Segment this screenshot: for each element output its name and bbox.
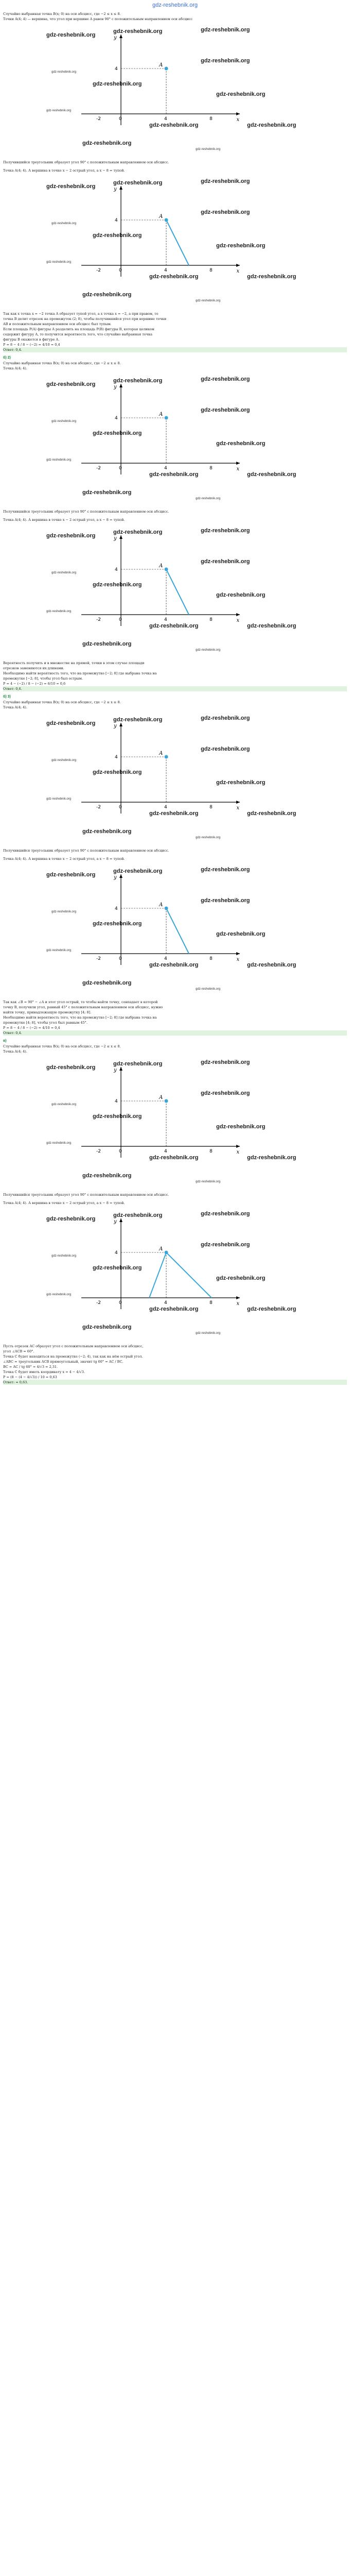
y-axis-arrow xyxy=(119,1218,122,1222)
watermark: gdz-reshebnik.org xyxy=(93,769,142,775)
y-axis-arrow xyxy=(119,874,122,878)
point-a xyxy=(165,67,168,71)
text-line: промежутке [−2; 8], чтобы угол был острым. xyxy=(3,676,83,681)
y-axis-label: y xyxy=(114,384,117,390)
text-line: промежутке [4; 8], чтобы угол был равным 45°. xyxy=(3,1021,87,1025)
text-line: Точки A(4; 4) — вершина, что угол при вершине A равен 90° с положительным направлением оси абсцисс xyxy=(3,17,193,21)
watermark: gdz-reshebnik.org xyxy=(93,1265,142,1271)
watermark: gdz-reshebnik.org xyxy=(113,529,163,535)
watermark: gdz-reshebnik.org xyxy=(46,261,72,264)
point-a-label: A xyxy=(159,214,163,219)
watermark: gdz-reshebnik.org xyxy=(201,715,250,721)
x-tick-label: 0 xyxy=(119,617,122,622)
watermark: gdz-reshebnik.org xyxy=(196,649,221,652)
x-axis-label: x xyxy=(236,618,240,623)
point-a xyxy=(165,1099,168,1103)
x-axis-label: x xyxy=(236,268,240,274)
y-tick-label: 4 xyxy=(115,567,118,572)
y-tick-label: 4 xyxy=(115,416,118,421)
watermark: gdz-reshebnik.org xyxy=(46,533,96,539)
text-line: угол ∠ACB = 60°. xyxy=(3,1349,34,1353)
text-line: P = 8 − 4 / 8 − (−2) = 4/10 = 0,4 xyxy=(3,343,60,347)
watermark: gdz-reshebnik.org xyxy=(201,867,250,873)
watermark: gdz-reshebnik.org xyxy=(247,122,296,128)
x-tick-label: -2 xyxy=(96,805,101,810)
watermark: gdz-reshebnik.org xyxy=(196,1332,221,1335)
y-tick-label: 4 xyxy=(115,906,118,911)
watermark: gdz-reshebnik.org xyxy=(51,1255,77,1258)
text-line: точку B, получили угол, равный 45° с положительным направлением оси абсцисс, нужно xyxy=(3,1005,163,1009)
text-line: Необходимо найти вероятность того, что на промежутке [−2; 8] где выбрана точка на xyxy=(3,671,157,675)
watermark: gdz-reshebnik.org xyxy=(216,243,266,249)
watermark: gdz-reshebnik.org xyxy=(113,378,163,384)
x-tick-label: 8 xyxy=(209,805,213,810)
watermark: gdz-reshebnik.org xyxy=(196,148,221,151)
watermark: gdz-reshebnik.org xyxy=(149,471,199,478)
text-line: Пусть отрезок AC образует угол с положительным направлением оси абсцисс, xyxy=(3,1344,144,1348)
watermark: gdz-reshebnik.org xyxy=(149,623,199,629)
solution-section xyxy=(3,11,347,168)
watermark: gdz-reshebnik.org xyxy=(201,58,250,64)
x-axis-arrow xyxy=(236,1296,240,1299)
text-line: Так как ∠B = 90° − ∠A и этот угол острый, то чтобы найти точку, совпадает в которой xyxy=(3,1000,158,1004)
answer-line: Ответ: 0,6. xyxy=(3,686,347,691)
point-a-label: A xyxy=(159,563,163,569)
watermark: gdz-reshebnik.org xyxy=(51,71,77,74)
y-axis-label: y xyxy=(114,874,117,880)
watermark: gdz-reshebnik.org xyxy=(51,420,77,423)
watermark: gdz-reshebnik.org xyxy=(216,779,266,786)
text-line: AB и положительным направлением оси абсцисс был тупым. xyxy=(3,322,112,326)
content xyxy=(3,11,347,1388)
watermark: gdz-reshebnik.org xyxy=(113,717,163,723)
watermark: gdz-reshebnik.org xyxy=(216,440,266,447)
point-a-label: A xyxy=(159,1246,163,1252)
text-line: P = (8 − (4 − 4/√3)) / 10 ≈ 0,63 xyxy=(3,1375,57,1379)
watermark: gdz-reshebnik.org xyxy=(247,1155,296,1161)
watermark: gdz-reshebnik.org xyxy=(82,292,132,298)
watermark: gdz-reshebnik.org xyxy=(46,183,96,190)
point-a-label: A xyxy=(159,62,163,68)
text-line: Точка C будет иметь координату x = 4 − 4/√3. xyxy=(3,1370,85,1374)
watermark: gdz-reshebnik.org xyxy=(247,274,296,280)
x-tick-label: 8 xyxy=(209,268,213,273)
watermark: gdz-reshebnik.org xyxy=(113,1212,163,1218)
spacer xyxy=(3,1385,347,1388)
watermark: gdz-reshebnik.org xyxy=(113,1061,163,1067)
x-tick-label: -2 xyxy=(96,116,101,122)
y-axis-label: y xyxy=(114,35,117,41)
watermark: gdz-reshebnik.org xyxy=(149,274,199,280)
watermark: gdz-reshebnik.org xyxy=(113,28,163,35)
x-tick-label: 4 xyxy=(164,268,167,273)
coordinate-graph xyxy=(31,1208,319,1342)
watermark: gdz-reshebnik.org xyxy=(201,209,250,215)
watermark: gdz-reshebnik.org xyxy=(46,109,72,112)
coordinate-graph xyxy=(31,24,319,158)
x-tick-label: 0 xyxy=(119,956,122,961)
text-line: содержит фигуру А, то получится вероятность того, что случайно выбранная точка xyxy=(3,332,152,336)
watermark: gdz-reshebnik.org xyxy=(149,810,199,817)
text-line: ∠ABC = треугольник ACB прямоугольный, значит tg 60° = AC / BC. xyxy=(3,1360,124,1364)
y-axis-arrow xyxy=(119,723,122,726)
x-tick-label: -2 xyxy=(96,268,101,273)
x-tick-label: 8 xyxy=(209,116,213,122)
solution-section xyxy=(3,355,347,517)
watermark: gdz-reshebnik.org xyxy=(216,1275,266,1281)
x-tick-label: 0 xyxy=(119,466,122,471)
site-header[interactable]: gdz-reshebnik.org xyxy=(152,2,198,8)
watermark: gdz-reshebnik.org xyxy=(82,140,132,146)
x-tick-label: 0 xyxy=(119,116,122,122)
text-line: P = 8 − 4 / 8 − (−2) = 4/10 = 0,4 xyxy=(3,1026,60,1030)
watermark: gdz-reshebnik.org xyxy=(149,1155,199,1161)
watermark: gdz-reshebnik.org xyxy=(196,497,221,500)
text-line: Точка A(4; 4). xyxy=(3,366,27,370)
watermark: gdz-reshebnik.org xyxy=(201,528,250,534)
watermark: gdz-reshebnik.org xyxy=(149,122,199,128)
x-tick-label: 4 xyxy=(164,1300,167,1306)
segment-ab xyxy=(166,569,189,615)
watermark: gdz-reshebnik.org xyxy=(201,558,250,565)
x-axis-arrow xyxy=(236,1145,240,1148)
y-tick-label: 4 xyxy=(115,755,118,760)
watermark: gdz-reshebnik.org xyxy=(46,1064,96,1071)
watermark: gdz-reshebnik.org xyxy=(51,571,77,574)
y-axis-arrow xyxy=(119,186,122,190)
y-axis-label: y xyxy=(114,535,117,541)
watermark: gdz-reshebnik.org xyxy=(201,1090,250,1096)
watermark: gdz-reshebnik.org xyxy=(46,32,96,38)
x-tick-label: 4 xyxy=(164,116,167,122)
text-line: Получившийся треугольник образует угол 90° с положительным направлением оси абсцисс. xyxy=(3,849,169,853)
segment-ab xyxy=(166,220,189,265)
x-axis-arrow xyxy=(236,952,240,955)
coordinate-graph xyxy=(31,863,319,997)
y-axis-label: y xyxy=(114,723,117,729)
watermark: gdz-reshebnik.org xyxy=(93,582,142,588)
x-tick-label: 8 xyxy=(209,1149,213,1154)
watermark: gdz-reshebnik.org xyxy=(247,1306,296,1312)
point-a xyxy=(165,568,168,571)
watermark: gdz-reshebnik.org xyxy=(93,1113,142,1120)
coordinate-graph xyxy=(31,175,319,309)
watermark: gdz-reshebnik.org xyxy=(113,868,163,874)
y-axis-label: y xyxy=(114,1218,117,1225)
text-line: Необходимо найти вероятность того, что на промежутке [−2; 8] где выбрана точка на xyxy=(3,1015,157,1020)
watermark: gdz-reshebnik.org xyxy=(201,376,250,382)
x-tick-label: -2 xyxy=(96,1300,101,1306)
text-line: Получившийся треугольник образует угол 90° с положительным направлением оси абсцисс. xyxy=(3,510,169,514)
point-a xyxy=(165,755,168,759)
watermark: gdz-reshebnik.org xyxy=(51,910,77,913)
watermark: gdz-reshebnik.org xyxy=(82,828,132,835)
y-tick-label: 4 xyxy=(115,1099,118,1104)
watermark: gdz-reshebnik.org xyxy=(46,1216,96,1222)
x-tick-label: -2 xyxy=(96,1149,101,1154)
watermark: gdz-reshebnik.org xyxy=(201,1242,250,1248)
point-a-label: A xyxy=(159,751,163,756)
text-line: Так как x точка x = −2 точка A образует тупой угол, а x точка x = −2, а при правом, то xyxy=(3,312,159,316)
watermark: gdz-reshebnik.org xyxy=(46,720,96,726)
watermark: gdz-reshebnik.org xyxy=(247,810,296,817)
point-a xyxy=(165,218,168,222)
watermark: gdz-reshebnik.org xyxy=(247,962,296,968)
x-tick-label: 4 xyxy=(164,466,167,471)
solution-section xyxy=(3,694,347,856)
watermark: gdz-reshebnik.org xyxy=(201,27,250,33)
y-tick-label: 4 xyxy=(115,218,118,223)
segment-ac xyxy=(166,1252,212,1298)
point-a xyxy=(165,416,168,420)
solution-section xyxy=(3,1039,347,1200)
watermark: gdz-reshebnik.org xyxy=(196,836,221,839)
watermark: gdz-reshebnik.org xyxy=(196,1180,221,1183)
point-a xyxy=(165,907,168,910)
x-tick-label: 8 xyxy=(209,466,213,471)
x-tick-label: -2 xyxy=(96,617,101,622)
part-label: б) 2) xyxy=(3,356,11,360)
text-line: Точка A(4; 4). А вершина в точке x − 2 острый угол, а x − 8 = тупой. xyxy=(3,1201,125,1205)
x-tick-label: -2 xyxy=(96,466,101,471)
x-axis-label: x xyxy=(236,1301,240,1307)
coordinate-graph xyxy=(31,524,319,658)
answer-line: Ответ: ≈ 0,63. xyxy=(3,1380,347,1385)
text-line: Точка A(4; 4). А вершина в точке x − 2 острый угол, а x − 8 = тупой. xyxy=(3,857,125,861)
point-a-label: A xyxy=(159,412,163,417)
watermark: gdz-reshebnik.org xyxy=(82,489,132,496)
segment-ab xyxy=(149,1252,166,1298)
watermark: gdz-reshebnik.org xyxy=(247,623,296,629)
text-line: P = 4 − (−2) / 8 − (−2) = 6/10 = 0,6 xyxy=(3,682,66,686)
x-axis-arrow xyxy=(236,801,240,804)
watermark: gdz-reshebnik.org xyxy=(247,471,296,478)
x-tick-label: 4 xyxy=(164,1149,167,1154)
watermark: gdz-reshebnik.org xyxy=(93,430,142,436)
y-tick-label: 4 xyxy=(115,1250,118,1256)
watermark: gdz-reshebnik.org xyxy=(51,1103,77,1106)
watermark: gdz-reshebnik.org xyxy=(201,897,250,904)
text-line: найти точку, принадлежащую промежутку [4; 8]. xyxy=(3,1010,92,1014)
text-line: Точка A(4; 4). xyxy=(3,1049,27,1054)
text-line: отрезков заменяются их длинами. xyxy=(3,666,64,670)
watermark: gdz-reshebnik.org xyxy=(216,592,266,598)
point-a-label: A xyxy=(159,1095,163,1100)
answer-line: Ответ: 0,4. xyxy=(3,347,347,352)
watermark: gdz-reshebnik.org xyxy=(46,1142,72,1145)
x-axis-label: x xyxy=(236,466,240,472)
watermark: gdz-reshebnik.org xyxy=(201,407,250,413)
x-axis-arrow xyxy=(236,613,240,616)
watermark: gdz-reshebnik.org xyxy=(201,178,250,184)
y-axis-arrow xyxy=(119,535,122,539)
text-line: Получившийся треугольник образует угол 90° с положительным направлением оси абсцисс. xyxy=(3,1193,169,1197)
solution-section xyxy=(3,168,347,355)
text-line: фигуры B окажется в фигуре А. xyxy=(3,337,60,342)
watermark: gdz-reshebnik.org xyxy=(93,921,142,927)
text-line: Получившийся треугольник образует угол 90° с положительным направлением оси абсцисс. xyxy=(3,160,169,164)
text-line: Точка A(4; 4). А вершина в точке x − 2 острый угол, а x − 8 = тупой. xyxy=(3,168,125,173)
text-line: Точка A(4; 4). А вершина в точке x − 2 острый угол, а x − 8 = тупой. xyxy=(3,518,125,522)
x-axis-arrow xyxy=(236,264,240,267)
x-axis-label: x xyxy=(236,957,240,962)
coordinate-graph xyxy=(31,1056,319,1190)
watermark: gdz-reshebnik.org xyxy=(149,1306,199,1312)
part-label: в) xyxy=(3,1039,7,1043)
watermark: gdz-reshebnik.org xyxy=(82,1173,132,1179)
text-line: Случайно выбранная точка B(x; 0) на оси абсцисс, где −2 ≤ x ≤ 8. xyxy=(3,700,121,704)
watermark: gdz-reshebnik.org xyxy=(82,1324,132,1330)
y-axis-arrow xyxy=(119,1067,122,1071)
x-tick-label: 0 xyxy=(119,805,122,810)
x-tick-label: 0 xyxy=(119,1149,122,1154)
answer-line: Ответ: 0,4. xyxy=(3,1030,347,1036)
watermark: gdz-reshebnik.org xyxy=(93,81,142,87)
solution-section xyxy=(3,1200,347,1388)
y-axis-label: y xyxy=(114,1067,117,1073)
watermark: gdz-reshebnik.org xyxy=(216,931,266,937)
watermark: gdz-reshebnik.org xyxy=(201,1211,250,1217)
y-axis-arrow xyxy=(119,384,122,387)
x-tick-label: 8 xyxy=(209,1300,213,1306)
text-line: BC = AC / tg 60° = 4/√3 ≈ 2,31. xyxy=(3,1365,58,1369)
x-tick-label: -2 xyxy=(96,956,101,961)
x-tick-label: 4 xyxy=(164,617,167,622)
x-axis-label: x xyxy=(236,805,240,811)
y-axis-arrow xyxy=(119,35,122,38)
watermark: gdz-reshebnik.org xyxy=(46,381,96,387)
text-line: Точка A(4; 4). xyxy=(3,705,27,709)
text-line: Точка C будет находиться на промежутке (−2; 4), так как на нём острый угол. xyxy=(3,1354,143,1359)
x-axis-arrow xyxy=(236,462,240,465)
watermark: gdz-reshebnik.org xyxy=(216,1124,266,1130)
y-tick-label: 4 xyxy=(115,66,118,72)
watermark: gdz-reshebnik.org xyxy=(113,180,163,186)
point-a xyxy=(165,1251,168,1255)
watermark: gdz-reshebnik.org xyxy=(51,759,77,762)
watermark: gdz-reshebnik.org xyxy=(46,798,72,801)
text-line: Случайно выбранная точка B(x; 0) на оси абсцисс, где −2 ≤ x ≤ 8. xyxy=(3,1044,121,1048)
text-line: Случайно выбранная точка B(x; 0) на оси абсцисс, где −2 ≤ x ≤ 8. xyxy=(3,12,121,16)
watermark: gdz-reshebnik.org xyxy=(196,988,221,991)
x-tick-label: 4 xyxy=(164,805,167,810)
watermark: gdz-reshebnik.org xyxy=(82,980,132,986)
x-tick-label: 8 xyxy=(209,617,213,622)
watermark: gdz-reshebnik.org xyxy=(201,746,250,752)
solution-section xyxy=(3,517,347,694)
watermark: gdz-reshebnik.org xyxy=(201,1059,250,1065)
point-a-label: A xyxy=(159,902,163,908)
x-axis-arrow xyxy=(236,112,240,115)
watermark: gdz-reshebnik.org xyxy=(46,610,72,613)
text-line: Вероятность получить и в множестве на прямой, точки в этом случае площади xyxy=(3,661,145,665)
solution-section xyxy=(3,856,347,1039)
part-label: б) 3) xyxy=(3,695,11,699)
y-axis-label: y xyxy=(114,186,117,192)
watermark: gdz-reshebnik.org xyxy=(46,949,72,952)
coordinate-graph xyxy=(31,712,319,846)
watermark: gdz-reshebnik.org xyxy=(46,459,72,462)
x-axis-label: x xyxy=(236,117,240,123)
text-line: точка B делит отрезок на промежуток (2; 8), чтобы получившийся угол при вершине точки xyxy=(3,317,167,321)
text-line: Случайно выбранная точка B(x; 0) на оси абсцисс, где −2 ≤ x ≤ 8. xyxy=(3,361,121,365)
watermark: gdz-reshebnik.org xyxy=(216,91,266,97)
watermark: gdz-reshebnik.org xyxy=(82,641,132,647)
watermark: gdz-reshebnik.org xyxy=(46,872,96,878)
x-tick-label: 0 xyxy=(119,268,122,273)
text-line: Если площадь P(A) фигуры А разделить на площадь P(B) фигуры B, которая целиком xyxy=(3,327,154,331)
watermark: gdz-reshebnik.org xyxy=(149,962,199,968)
watermark: gdz-reshebnik.org xyxy=(196,299,221,302)
watermark: gdz-reshebnik.org xyxy=(46,1293,72,1296)
watermark: gdz-reshebnik.org xyxy=(93,232,142,239)
x-tick-label: 4 xyxy=(164,956,167,961)
x-axis-label: x xyxy=(236,1149,240,1155)
x-tick-label: 0 xyxy=(119,1300,122,1306)
watermark: gdz-reshebnik.org xyxy=(51,222,77,225)
x-tick-label: 8 xyxy=(209,956,213,961)
coordinate-graph xyxy=(31,373,319,507)
segment-ab xyxy=(166,908,189,954)
